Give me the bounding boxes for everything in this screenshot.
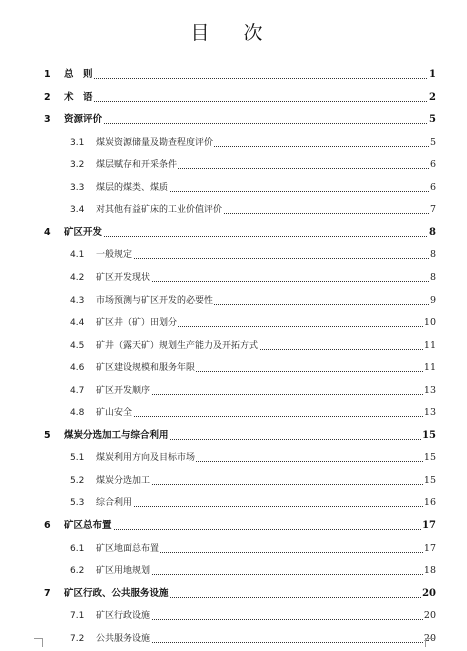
toc-entry[interactable] xyxy=(0,578,467,600)
toc-entry[interactable] xyxy=(0,420,467,442)
toc-entry-page-number: 15 xyxy=(422,429,436,441)
toc-entry[interactable] xyxy=(0,623,467,645)
toc-entry-number: 6.1 xyxy=(70,543,85,554)
toc-entry-label: 市场预测与矿区开发的必要性 xyxy=(96,295,214,306)
toc-entry[interactable] xyxy=(0,172,467,194)
toc-entry-page-number: 8 xyxy=(429,249,436,261)
toc-entry-number: 5.2 xyxy=(70,475,85,486)
toc-entry-label: 煤炭分选加工与综合利用 xyxy=(64,429,169,441)
toc-entry-label: 矿区开发 xyxy=(64,226,103,238)
toc-entry[interactable] xyxy=(0,397,467,419)
toc-entry[interactable] xyxy=(0,555,467,577)
page-corner-mark-right xyxy=(425,638,434,647)
toc-entry-label: 总 则 xyxy=(64,69,93,80)
toc-entry-number: 4.1 xyxy=(70,250,85,261)
toc-entry[interactable] xyxy=(0,149,467,171)
toc-entry-number: 7 xyxy=(44,587,51,599)
toc-entry-label: 矿区行政、公共服务设施 xyxy=(64,587,169,599)
toc-entry-number: 6 xyxy=(44,520,51,531)
toc-dot-leader xyxy=(64,236,433,237)
toc-entry-number: 4.2 xyxy=(70,272,85,283)
toc-entry-number: 5.1 xyxy=(70,453,85,464)
toc-entry-page-number: 11 xyxy=(423,339,436,351)
toc-entry-page-number: 2 xyxy=(429,91,436,103)
toc-entry-page-number: 9 xyxy=(429,294,436,306)
toc-entry-number: 4.5 xyxy=(70,340,85,351)
toc-entry[interactable] xyxy=(0,104,467,126)
toc-entry-number: 1 xyxy=(44,69,51,80)
toc-entry-page-number: 15 xyxy=(423,474,436,486)
toc-entry-label: 资源评价 xyxy=(64,114,103,126)
toc-entry-page-number: 7 xyxy=(429,204,436,216)
toc-entry[interactable] xyxy=(0,442,467,464)
toc-entry-number: 4.4 xyxy=(70,318,85,329)
toc-dot-leader xyxy=(64,123,433,124)
toc-entry-page-number: 13 xyxy=(423,407,436,419)
toc-entry-label: 矿区井（矿）田划分 xyxy=(96,318,178,329)
toc-entry-label: 矿区开发现状 xyxy=(96,272,151,283)
toc-entry-number: 2 xyxy=(44,91,51,103)
toc-entry[interactable] xyxy=(0,375,467,397)
toc-entry-label: 矿区建设规模和服务年限 xyxy=(96,363,196,374)
toc-entry-number: 4.8 xyxy=(70,408,85,419)
toc-entry-number: 4.7 xyxy=(70,385,85,396)
toc-entry-page-number: 6 xyxy=(429,181,436,193)
toc-entry-label: 煤层的煤类、煤质 xyxy=(96,182,169,193)
toc-entry-number: 5.3 xyxy=(70,498,85,509)
toc-entry-label: 公共服务设施 xyxy=(96,633,151,644)
toc-entry[interactable] xyxy=(0,307,467,329)
toc-entry-page-number: 5 xyxy=(429,136,436,148)
toc-entry-label: 矿区行政设施 xyxy=(96,611,151,622)
toc-entry[interactable] xyxy=(0,285,467,307)
page-corner-mark-left xyxy=(34,638,43,647)
toc-entry[interactable] xyxy=(0,600,467,622)
toc-entry-page-number: 16 xyxy=(423,497,436,509)
toc-entry-page-number: 17 xyxy=(422,520,436,531)
toc-entry[interactable] xyxy=(0,533,467,555)
toc-entry-label: 矿区地面总布置 xyxy=(96,543,160,554)
toc-entry-label: 矿井（露天矿）规划生产能力及开拓方式 xyxy=(96,340,259,351)
toc-dot-leader xyxy=(96,416,433,417)
toc-entry[interactable] xyxy=(0,510,467,532)
toc-entry-page-number: 17 xyxy=(423,542,436,554)
toc-entry-page-number: 8 xyxy=(429,271,436,283)
toc-entry-number: 4.6 xyxy=(70,363,85,374)
toc-entry-page-number: 20 xyxy=(422,587,436,599)
toc-entry-page-number: 1 xyxy=(429,69,436,80)
toc-entry-number: 3.4 xyxy=(70,205,85,216)
toc-dot-leader xyxy=(96,258,433,259)
toc-entry-label: 矿区总布置 xyxy=(64,520,112,531)
toc-entry[interactable] xyxy=(0,487,467,509)
toc-entry-page-number: 18 xyxy=(423,565,436,577)
toc-entry[interactable] xyxy=(0,262,467,284)
toc-entry[interactable] xyxy=(0,352,467,374)
toc-entry-number: 4.3 xyxy=(70,295,85,306)
toc-entry-page-number: 6 xyxy=(429,159,436,171)
toc-entry-number: 7.2 xyxy=(70,633,85,644)
toc-entry[interactable] xyxy=(0,217,467,239)
toc-entry-page-number: 20 xyxy=(423,610,436,622)
toc-entry-label: 术 语 xyxy=(64,91,93,103)
toc-entry-number: 3.1 xyxy=(70,137,85,148)
toc-entry-number: 5 xyxy=(44,429,51,441)
toc-entry-label: 煤层赋存和开采条件 xyxy=(96,160,178,171)
toc-entry[interactable] xyxy=(0,330,467,352)
toc-entry-page-number: 10 xyxy=(423,317,436,329)
toc-entry-label: 一般规定 xyxy=(96,250,133,261)
toc-entry[interactable] xyxy=(0,82,467,104)
toc-entry-number: 3.3 xyxy=(70,182,85,193)
toc-entry[interactable] xyxy=(0,239,467,261)
toc-dot-leader xyxy=(96,506,433,507)
toc-entry-number: 3.2 xyxy=(70,160,85,171)
toc-entry-label: 煤炭资源储量及勘查程度评价 xyxy=(96,137,214,148)
toc-entry-label: 对其他有益矿床的工业价值评价 xyxy=(96,205,223,216)
page-title: 目 次 xyxy=(190,22,277,44)
toc-entry-label: 矿山安全 xyxy=(96,408,133,419)
toc-entry-number: 6.2 xyxy=(70,566,85,577)
toc-entry-page-number: 15 xyxy=(423,452,436,464)
toc-entry[interactable] xyxy=(0,59,467,81)
toc-entry-label: 煤炭利用方向及目标市场 xyxy=(96,453,196,464)
toc-entry-number: 3 xyxy=(44,114,51,126)
toc-entry[interactable] xyxy=(0,465,467,487)
toc-entry-page-number: 13 xyxy=(423,384,436,396)
toc-entry-label: 矿区开发顺序 xyxy=(96,385,151,396)
toc-entry-page-number: 8 xyxy=(429,226,436,238)
toc-entry-page-number: 11 xyxy=(423,362,436,374)
toc-entry-label: 煤炭分选加工 xyxy=(96,475,151,486)
toc-entry-page-number: 20 xyxy=(423,632,436,644)
toc-entry[interactable] xyxy=(0,127,467,149)
toc-entry[interactable] xyxy=(0,194,467,216)
toc-entry-label: 矿区用地规划 xyxy=(96,566,151,577)
toc-entry-label: 综合利用 xyxy=(96,498,133,509)
toc-dot-leader xyxy=(64,78,433,79)
toc-entry-number: 7.1 xyxy=(70,611,85,622)
toc-dot-leader xyxy=(64,101,433,102)
toc-dot-leader xyxy=(64,529,433,530)
toc-entry-page-number: 5 xyxy=(429,114,436,126)
toc-entry-number: 4 xyxy=(44,226,51,238)
